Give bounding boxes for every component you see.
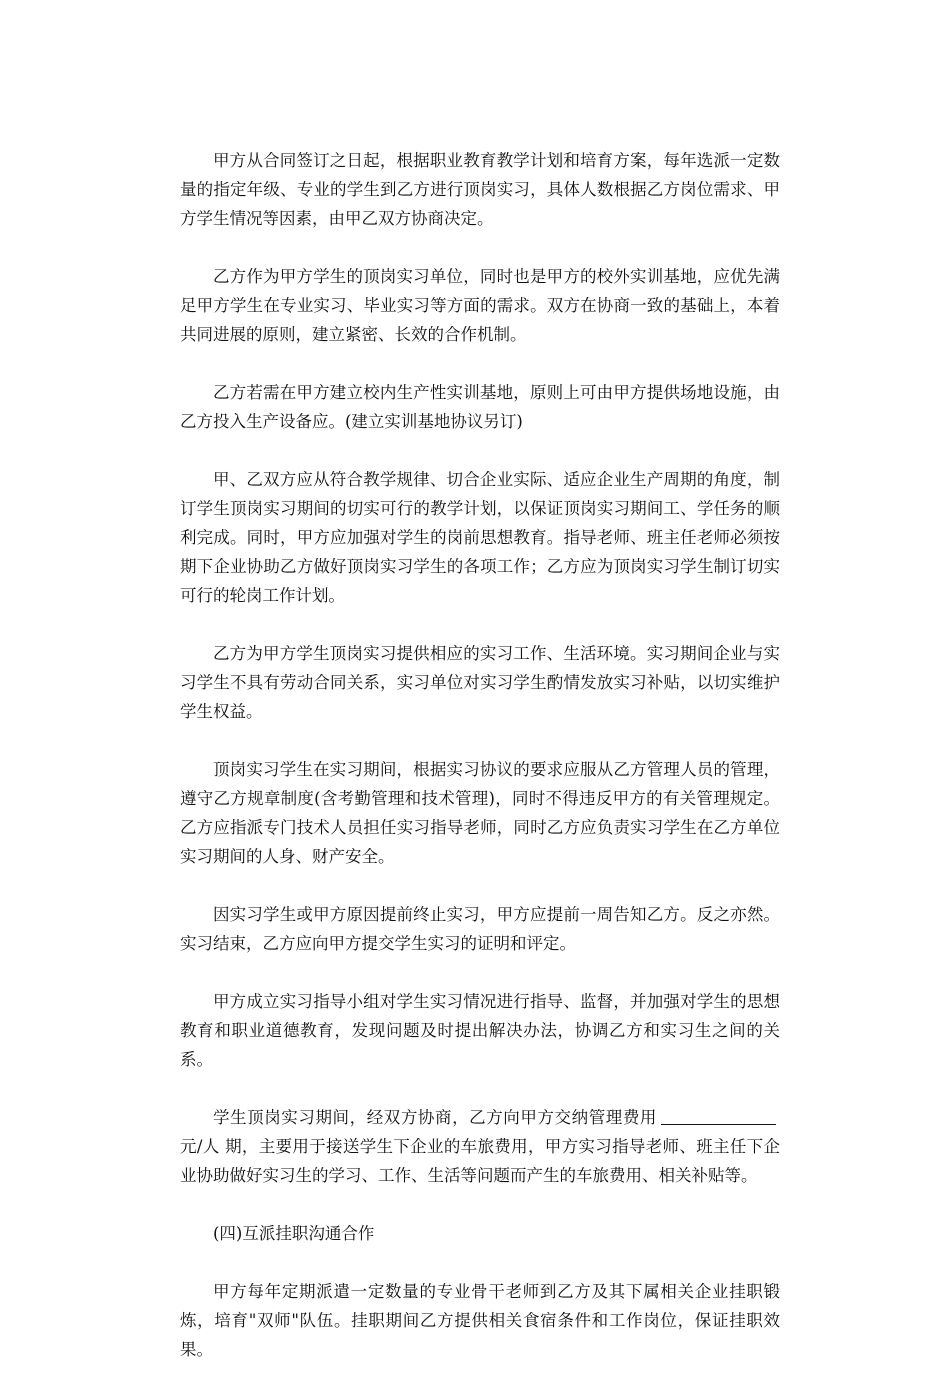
paragraph-internship-base: 乙方作为甲方学生的顶岗实习单位，同时也是甲方的校外实训基地，应优先满足甲方学生在专业实习、毕业实习等方面的需求。双方在协商一致的基础上，本着共同进展的原则，建立紧密、长效的合作机制。 (180, 267, 780, 344)
document-body (180, 146, 780, 1393)
paragraph-student-placement: 甲方从合同签订之日起，根据职业教育教学计划和培育方案，每年选派一定数量的指定年级、专业的学生到乙方进行顶岗实习，具体人数根据乙方岗位需求、甲方学生情况等因素，由甲乙双方协商决定。 (180, 151, 780, 228)
fee-text-after-blank: 元/人 期，主要用于接送学生下企业的车旅费用，甲方实习指导老师、班主任下企业协助做好实习生的学习、工作、生活等问题而产生的车旅费用、相关补贴等。 (180, 1137, 780, 1185)
paragraph-early-termination: 因实习学生或甲方原因提前终止实习，甲方应提前一周告知乙方。反之亦然。实习结束，乙方应向甲方提交学生实习的证明和评定。 (180, 905, 780, 953)
paragraph-teacher-secondment: 甲方每年定期派遣一定数量的专业骨干老师到乙方及其下属相关企业挂职锻炼，培育"双师"队伍。挂职期间乙方提供相关食宿条件和工作岗位，保证挂职效果。 (180, 1282, 780, 1359)
paragraph-teaching-plan: 甲、乙双方应从符合教学规律、切合企业实际、适应企业生产周期的角度，制订学生顶岗实习期间的切实可行的教学计划，以保证顶岗实习期间工、学任务的顺利完成。同时，甲方应加强对学生的岗前思想教育。指导老师、班主任老师必须按期下企业协助乙方做好顶岗实习学生的各项工作；乙方应为顶岗实习学生制订切实可行的轮岗工作计划。 (180, 470, 780, 605)
fee-amount-blank (661, 1104, 776, 1125)
paragraph-guidance-group: 甲方成立实习指导小组对学生实习情况进行指导、监督，并加强对学生的思想教育和职业道德教育，发现问题及时提出解决办法，协调乙方和实习生之间的关系。 (180, 992, 780, 1069)
paragraph-training-base: 乙方若需在甲方建立校内生产性实训基地，原则上可由甲方提供场地设施，由乙方投入生产设备应。(建立实训基地协议另订) (180, 383, 780, 431)
paragraph-work-environment: 乙方为甲方学生顶岗实习提供相应的实习工作、生活环境。实习期间企业与实习学生不具有劳动合同关系，实习单位对实习学生酌情发放实习补贴，以切实维护学生权益。 (180, 644, 780, 721)
paragraph-management-fee (180, 1103, 780, 1190)
fee-text-before-blank: 学生顶岗实习期间，经双方协商，乙方向甲方交纳管理费用 (213, 1108, 657, 1127)
paragraph-student-management: 顶岗实习学生在实习期间，根据实习协议的要求应服从乙方管理人员的管理，遵守乙方规章制度(含考勤管理和技术管理)，同时不得违反甲方的有关管理规定。乙方应指派专门技术人员担任实习指导老师，同时乙方应负责实习学生在乙方单位实习期间的人身、财产安全。 (180, 760, 780, 866)
section-heading: (四)互派挂职沟通合作 (213, 1224, 375, 1243)
